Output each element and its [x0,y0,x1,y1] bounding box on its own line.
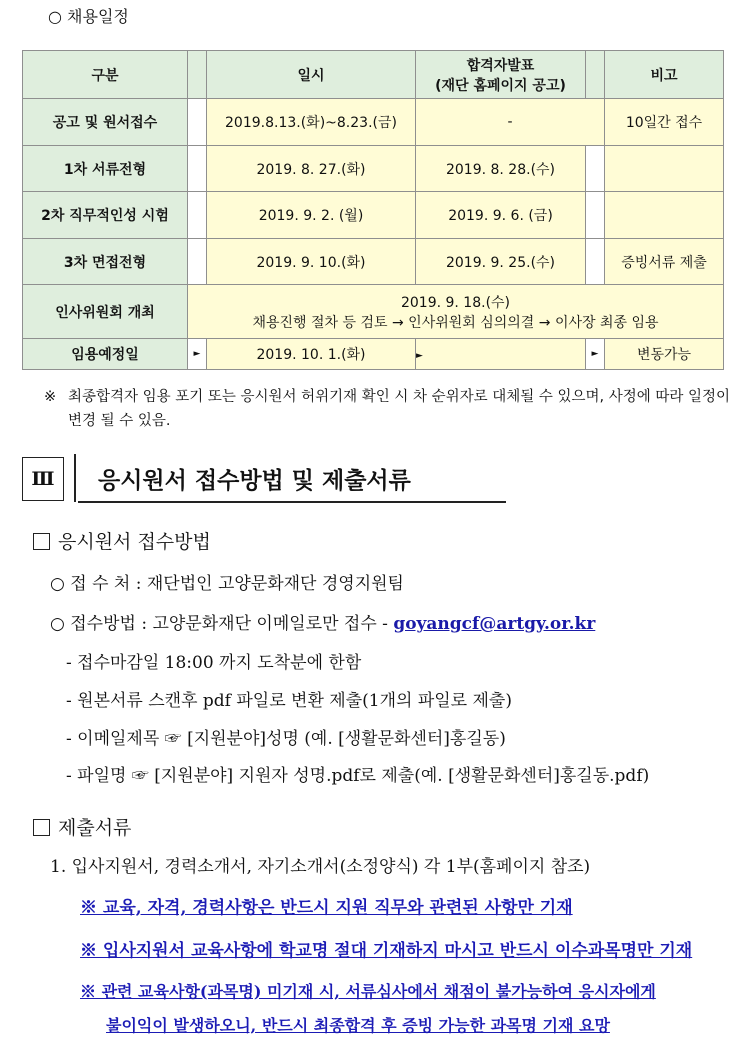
table-row [23,339,724,370]
row-label: 2차 직무적인성 시험 [23,192,188,239]
subheading-docs [33,813,131,840]
table-row [23,192,724,239]
row-result: 2019. 9. 25.(수) [416,239,586,285]
warning-note: ※ 입사지원서 교육사항에 학교명 절대 기재하지 마시고 반드시 이수과목명만 기재 [80,941,693,961]
warning-note: ※ 관련 교육사항(과목명) 미기재 시, 서류심사에서 채점이 불가능하여 응시자에게 [80,982,656,1001]
schedule-note [44,385,734,433]
committee-process: 채용진행 절차 등 검토 → 인사위원회 심의의결 → 이사장 최종 임용 [252,314,659,331]
schedule-table [22,50,724,370]
warning-note: ※ 교육, 자격, 경력사항은 반드시 지원 직무와 관련된 사항만 기재 [80,898,573,918]
list-item: - 접수마감일 18:00 까지 도착분에 한함 [66,653,362,673]
header-result-line1: 합격자발표 [466,57,535,74]
docs-item: 1. 입사지원서, 경력소개서, 자기소개서(소정양식) 각 1부(홈페이지 참조) [50,857,591,877]
subheading-text: 제출서류 [58,817,132,839]
list-item: - 이메일제목 ☞ [지원분야]성명 (예. [생활문화센터]홍길동) [66,729,506,749]
row-date: 2019. 10. 1.(화) [207,339,416,370]
header-date: 일시 [207,51,416,99]
committee-cell [188,285,724,339]
row-date: 2019.8.13.(화)~8.23.(금) [207,99,416,146]
reception-place: ○ 접 수 처 : 재단법인 고양문화재단 경영지원팀 [50,574,404,594]
row-label: 3차 면접전형 [23,239,188,285]
row-result: 2019. 9. 6. (금) [416,192,586,239]
header-result-line2: (재단 홈페이지 공고) [435,77,566,94]
arrow-icon: ► [586,339,605,370]
header-spacer [586,51,605,99]
checkbox-square-icon [33,819,50,836]
row-note: 증빙서류 제출 [605,239,724,285]
row-result: - [416,99,605,146]
header-category: 구분 [23,51,188,99]
section-title: 응시원서 접수방법 및 제출서류 [98,468,411,494]
section-number: Ⅲ [22,457,64,501]
arrow-icon: ► [416,351,423,361]
section-divider [74,454,76,502]
schedule-heading: ○ 채용일정 [48,7,129,26]
reference-mark: ※ [44,389,57,405]
table-header-row [23,51,724,99]
row-date: 2019. 9. 2. (월) [207,192,416,239]
table-row [23,99,724,146]
reception-method-text: ○ 접수방법 : 고양문화재단 이메일로만 접수 - [50,614,394,634]
row-label: 공고 및 원서접수 [23,99,188,146]
arrow-icon: ► [188,339,207,370]
row-result [416,339,586,370]
row-date: 2019. 8. 27.(화) [207,146,416,192]
table-row [23,146,724,192]
list-item: - 원본서류 스캔후 pdf 파일로 변환 제출(1개의 파일로 제출) [66,691,512,711]
row-label: 임용예정일 [23,339,188,370]
header-note: 비고 [605,51,724,99]
row-note [605,146,724,192]
list-item: - 파일명 ☞ [지원분야] 지원자 성명.pdf로 제출(예. [생활문화센터]홍길동.pdf) [66,766,650,786]
email-link[interactable]: goyangcf@artgy.or.kr [393,614,596,634]
row-label: 1차 서류전형 [23,146,188,192]
row-date: 2019. 9. 10.(화) [207,239,416,285]
warning-note-cont: 불이익이 발생하오니, 반드시 최종합격 후 증빙 가능한 과목명 기재 요망 [106,1016,610,1035]
table-row [23,239,724,285]
table-row [23,285,724,339]
row-label: 인사위원회 개최 [23,285,188,339]
committee-date: 2019. 9. 18.(수) [400,294,511,311]
row-note: 변동가능 [605,339,724,370]
subheading-method [33,527,211,554]
checkbox-square-icon [33,533,50,550]
row-note: 10일간 접수 [605,99,724,146]
row-result: 2019. 8. 28.(수) [416,146,586,192]
section-underline [78,501,506,503]
subheading-text: 응시원서 접수방법 [58,531,211,553]
row-note [605,192,724,239]
note-text: 최종합격자 임용 포기 또는 응시원서 허위기재 확인 시 차 순위자로 대체될 수 있으며, 사정에 따라 일정이 변경 될 수 있음. [68,389,731,429]
reception-method [50,609,595,634]
header-result [416,51,586,99]
header-spacer [188,51,207,99]
